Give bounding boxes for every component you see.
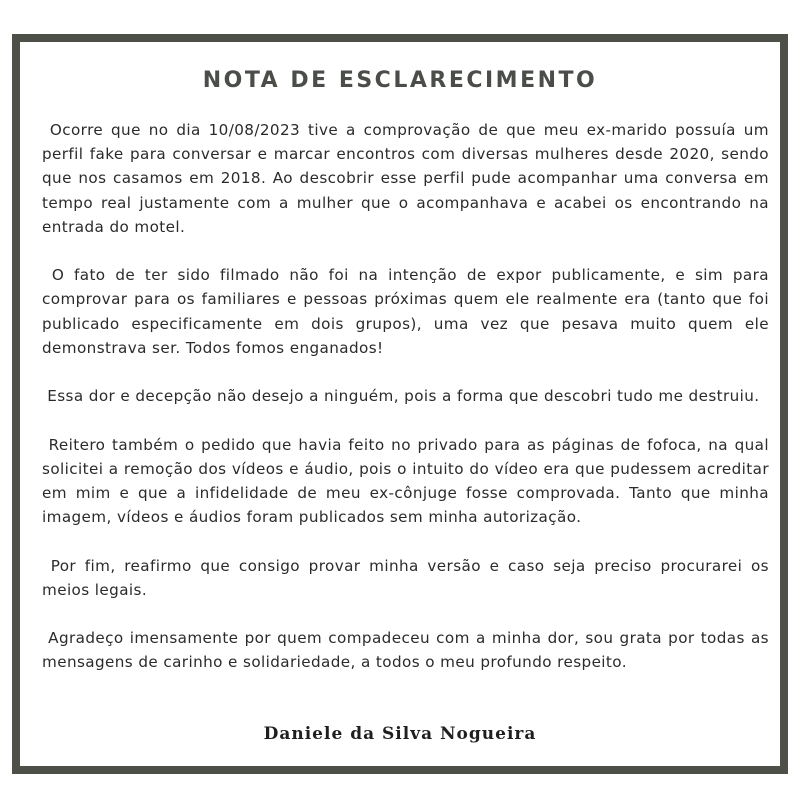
paragraph-2: O fato de ter sido filmado não foi na intenção de expor publicamente, e sim para comprovar para os familiares e pessoas próximas quem ele realmente era (tanto que foi publicado especificamente em dois grupos), uma vez que pesava muito quem ele demonstrava ser. Todos fomos enganados! [42, 266, 775, 357]
paragraph-4: Reitero também o pedido que havia feito no privado para as páginas de fofoca, na qual solicitei a remoção dos vídeos e áudio, pois o intuito do vídeo era que pudessem acreditar em mim e que a infidelidade de meu ex-cônjuge fosse comprovada. Tanto que minha imagem, vídeos e áudios foram publicados sem minha autorização. [42, 435, 775, 527]
paragraph-6: Agradeço imensamente por quem compadeceu com a minha dor, sou grata por todas as mensagens de carinho e solidariedade, a todos o meu profundo respeito. [42, 629, 775, 672]
document-body [42, 118, 775, 699]
paragraph-3: Essa dor e decepção não desejo a ninguém, pois a forma que descobri tudo me destruiu. [42, 387, 760, 406]
paragraph-1: Ocorre que no dia 10/08/2023 tive a comprovação de que meu ex-marido possuía um perfil fake para conversar e marcar encontros com diversas mulheres desde 2020, sendo que nos casamos em 2018. Ao descobrir esse perfil pude acompanhar uma conversa em tempo real justamente com a mulher que o acompanhava e acabei os encontrando na entrada do motel. [42, 121, 775, 236]
paragraph-5: Por fim, reafirmo que consigo provar minha versão e caso seja preciso procurarei os meios legais. [42, 556, 775, 599]
signature: Daniele da Silva Nogueira [263, 724, 537, 744]
document-frame [12, 34, 788, 774]
document-title: NOTA DE ESCLARECIMENTO [202, 68, 598, 93]
